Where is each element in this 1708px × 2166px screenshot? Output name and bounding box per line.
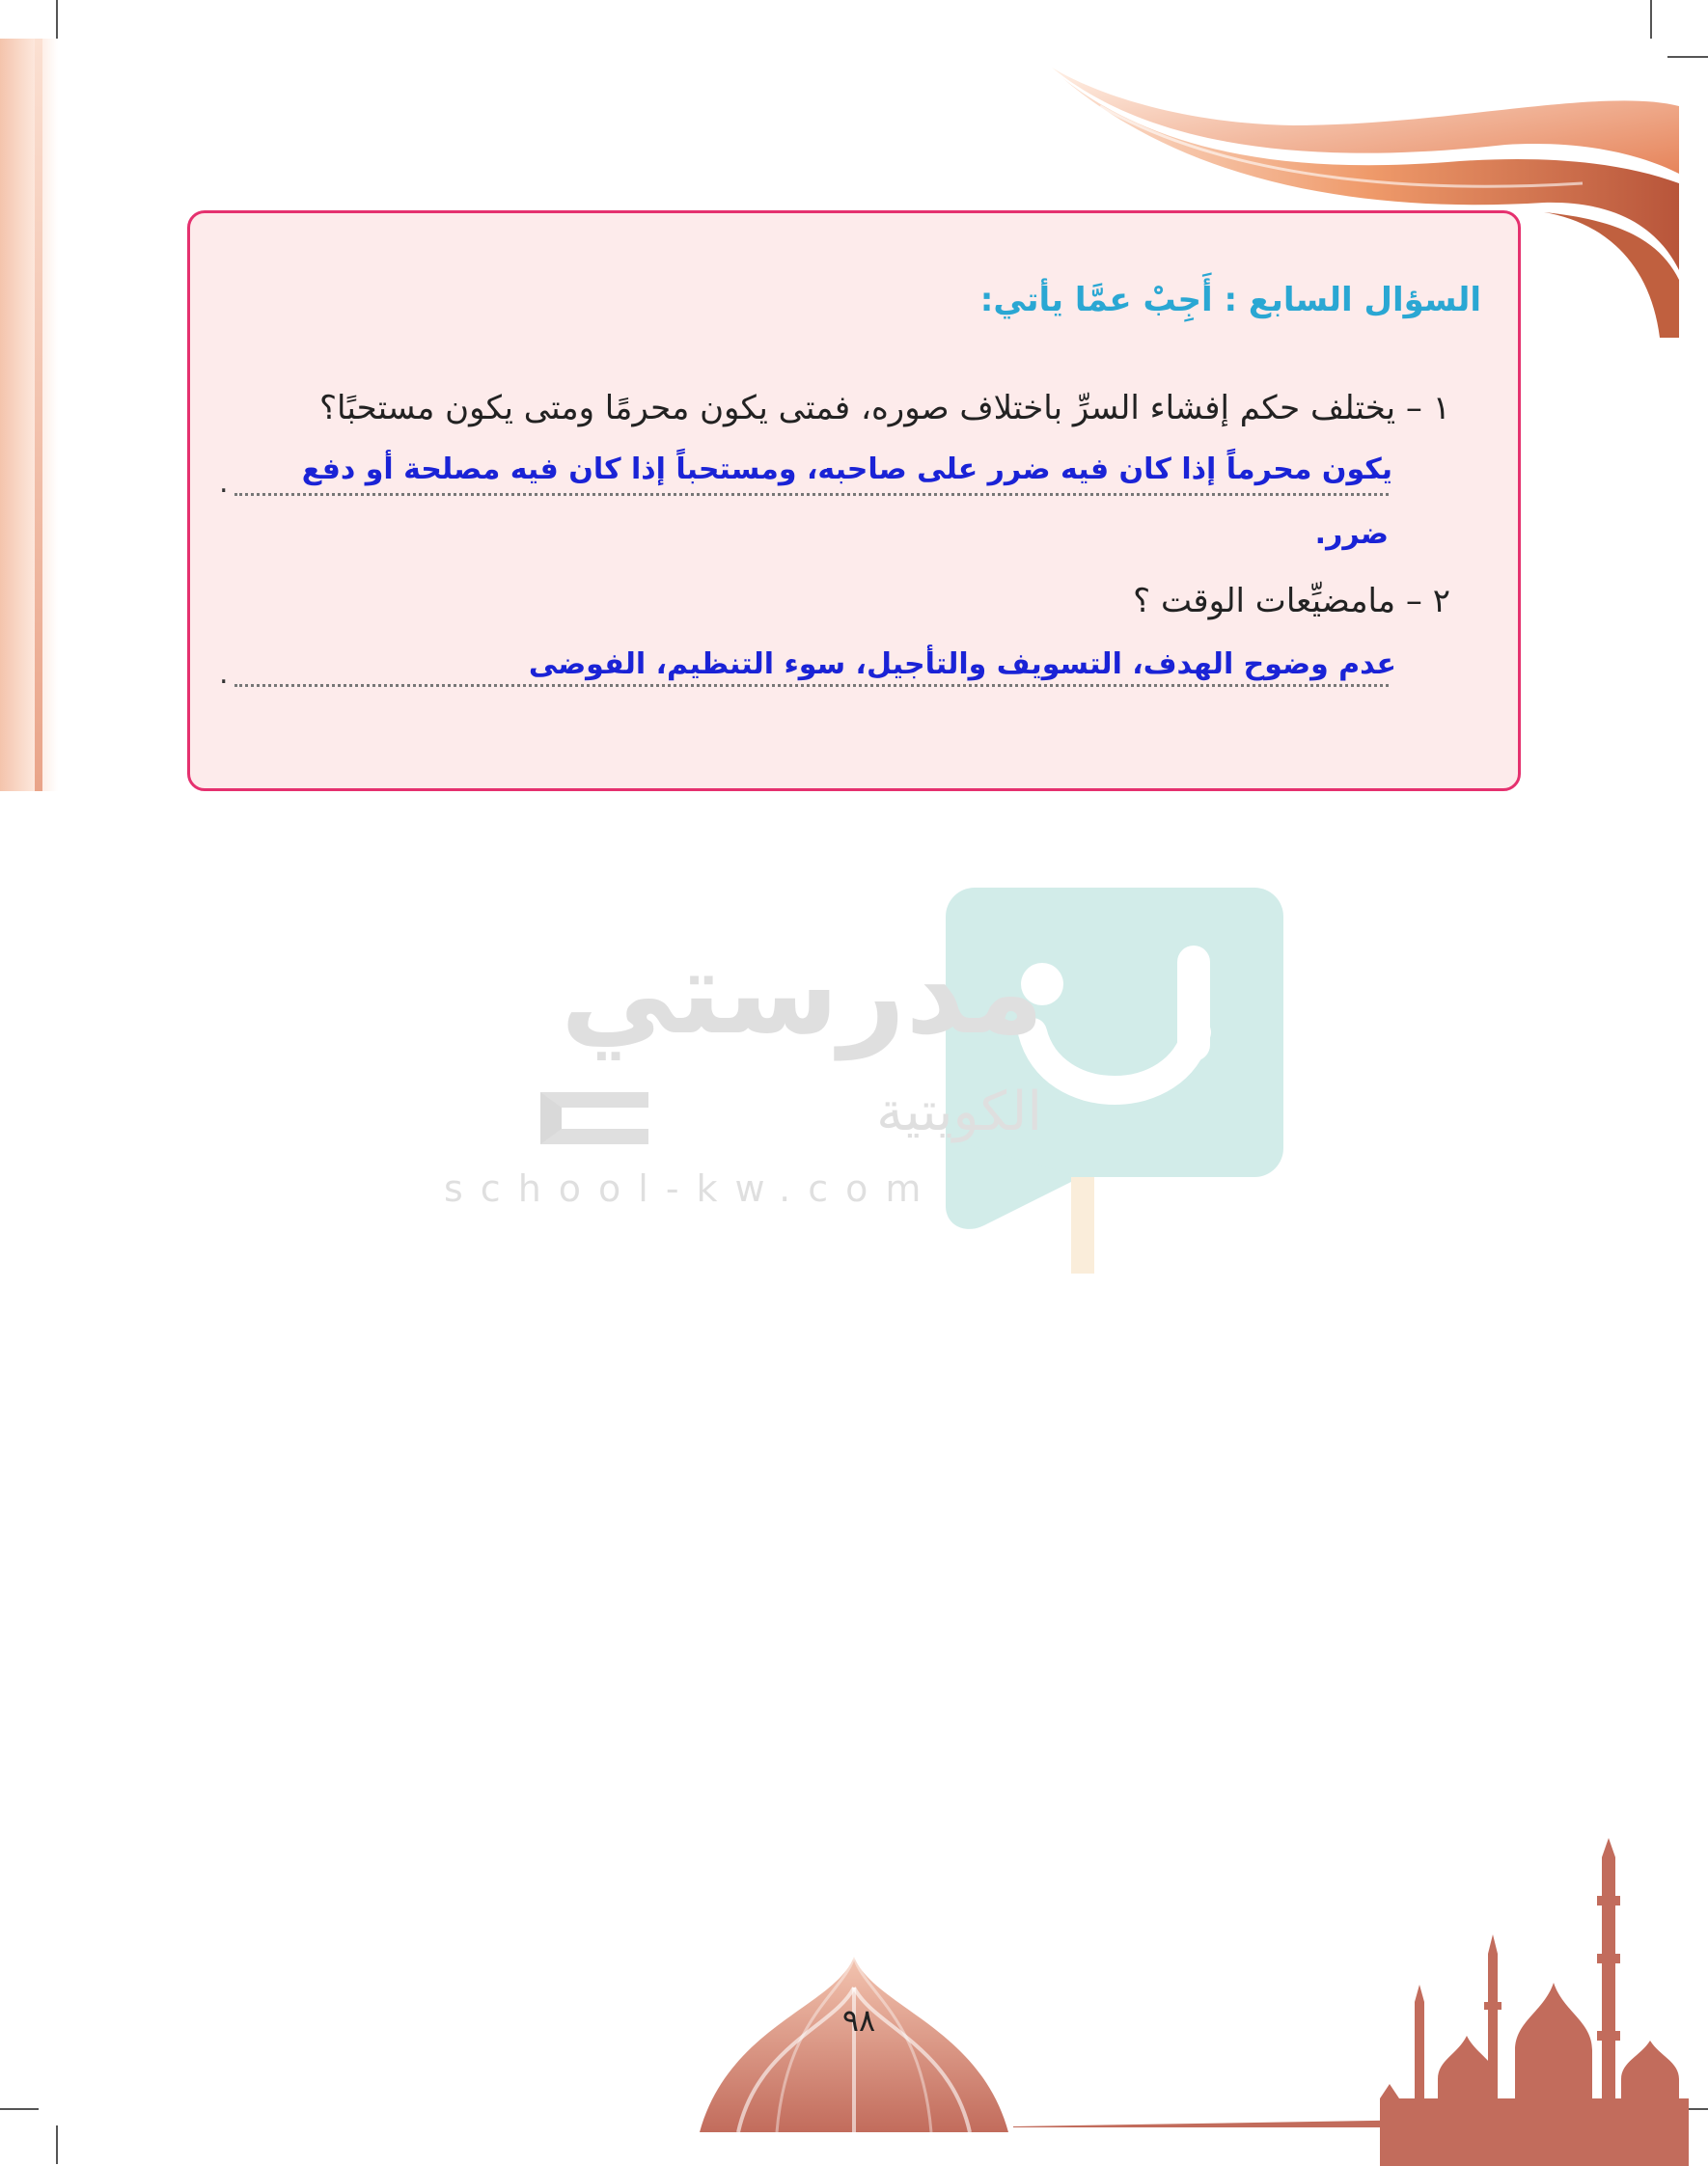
answer-2-line-1: عدم وضوح الهدف، التسويف والتأجيل، سوء التنظيم، الفوضى	[528, 647, 1396, 681]
question-item-1: ١ – يختلف حكم إفشاء السرِّ باختلاف صوره، فمتى يكون محرمًا ومتى يكون مستحبًا؟	[318, 389, 1450, 427]
crop-mark	[56, 0, 58, 39]
dome-ornament	[690, 1949, 1018, 2132]
answer-line	[234, 684, 1389, 687]
mosque-skyline-icon	[1380, 1838, 1689, 2166]
answer-line	[234, 493, 1389, 496]
crop-mark	[56, 2125, 58, 2164]
line-end-dot: .	[219, 657, 229, 691]
crop-mark	[0, 2108, 39, 2110]
left-page-strip	[0, 39, 58, 791]
crop-mark	[1650, 0, 1652, 39]
answer-1-line-2: ضرر.	[1314, 517, 1389, 551]
watermark-subtitle: الكويتية	[876, 1081, 1042, 1143]
answer-1-line-1: يكون محرماً إذا كان فيه ضرر على صاحبه، ومستحباً إذا كان فيه مصلحة أو دفع	[301, 452, 1392, 486]
question-box	[187, 210, 1521, 791]
question-item-2: ٢ – مامضيِّعات الوقت ؟	[1133, 582, 1450, 620]
left-page-edge	[35, 39, 42, 791]
line-end-dot: .	[219, 466, 229, 500]
watermark	[425, 888, 1293, 1274]
watermark-url: school-kw.com	[444, 1167, 939, 1210]
watermark-brand: مدرستي	[560, 926, 1044, 1060]
kuwait-flag-icon	[540, 1092, 648, 1144]
question-title: السؤال السابع : أَجِبْ عمَّا يأتي:	[979, 281, 1481, 319]
page-number: ٩٨	[841, 2002, 876, 2039]
